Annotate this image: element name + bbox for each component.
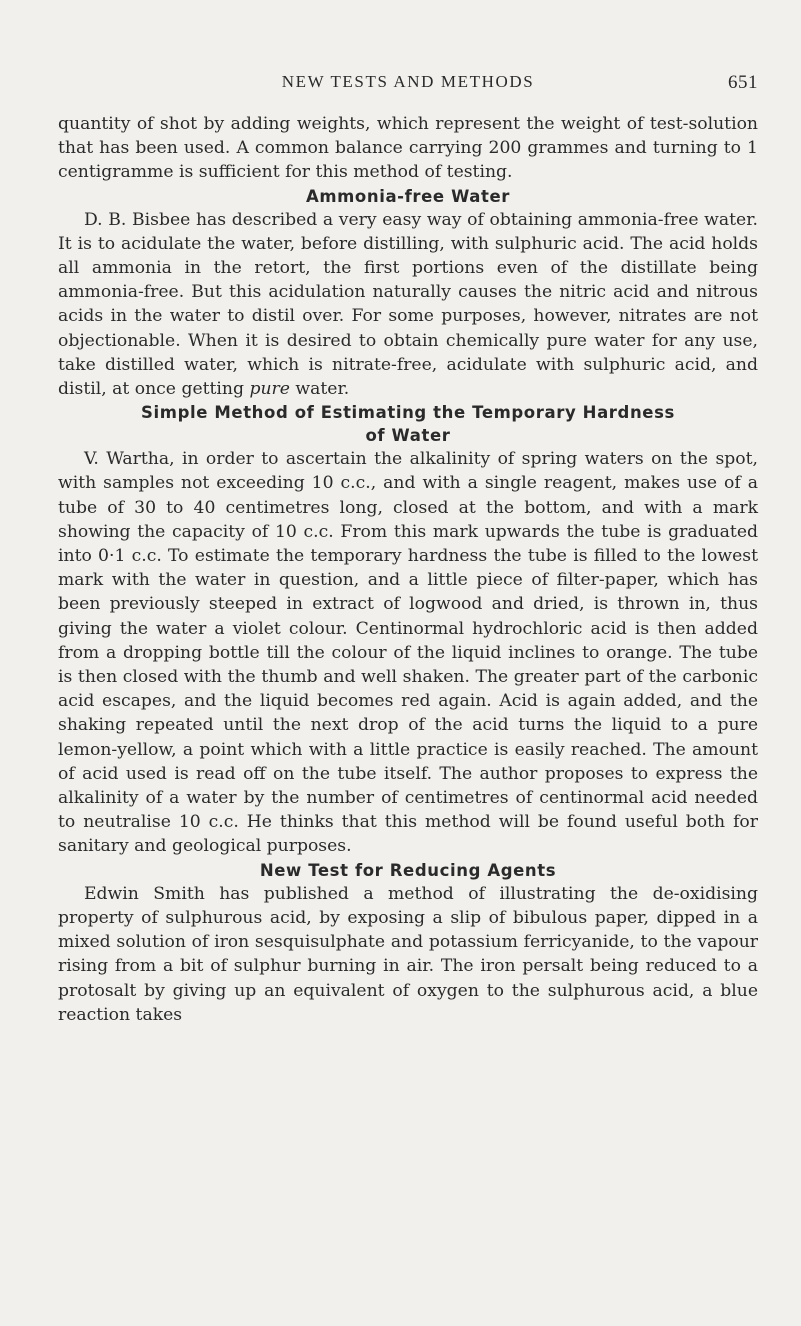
running-head: [58, 72, 758, 102]
page-number: 651: [728, 72, 758, 93]
heading-line-2: of Water: [365, 426, 451, 446]
book-page: [58, 72, 758, 1027]
heading-line-1: Simple Method of Estimating the Temporary Hardness: [141, 403, 675, 423]
section-paragraph-temporary-hardness: V. Wartha, in order to ascertain the alkalinity of spring waters on the spot, with samples not exceeding 10 c.c., and with a single reagent, makes use of a tube of 30 to 40 centimetres long, closed at the bottom, and with a mark showing the capacity of 10 c.c. From this mark upwards the tube is graduated into 0·1 c.c. To estimate the temporary hardness the tube is filled to the lowest mark with the water in question, and a little piece of filter-paper, which has been previously steeped in extract of logwood and dried, is thrown in, thus giving the water a violet colour. Centinormal hydrochloric acid is then added from a dropping bottle till the colour of the liquid inclines to orange. The tube is then closed with the thumb and well shaken. The greater part of the carbonic acid escapes, and the liquid becomes red again. Acid is again added, and the shaking repeated until the next drop of the acid turns the liquid to a pure lemon-yellow, a point which with a little practice is easily reached. The amount of acid used is read off on the tube itself. The author proposes to express the alkalinity of a water by the number of centimetres of centinormal acid needed to neutralise 10 c.c. He thinks that this method will be found useful both for sanitary and geological purposes.: [58, 449, 758, 857]
section-paragraph-ammonia-free-water: [58, 208, 758, 402]
running-title: NEW TESTS AND METHODS: [281, 72, 535, 91]
italic-word: pure: [249, 379, 290, 400]
section-paragraph-reducing-agents: Edwin Smith has published a method of illustrating the de-oxidising property of sulphurous acid, by exposing a slip of bibulous paper, dipped in a mixed solution of iron sesquisulphate and potassium ferricyanide, to the vapour rising from a bit of sulphur burning in air. The iron persalt being reduced to a protosalt by giving up an equivalent of oxygen to the sulphurous acid, a blue reaction takes: [58, 883, 758, 1025]
section-heading-temporary-hardness: [58, 401, 758, 447]
intro-paragraph: quantity of shot by adding weights, which represent the weight of test-solution that has been used. A common balance carrying 200 grammes and turning to 1 centigramme is sufficient for this method of testing.: [58, 114, 758, 183]
paragraph-text: D. B. Bisbee has described a very easy way of obtaining ammonia-free water. It is to acidulate the water, before distilling, with sulphuric acid. The acid holds all ammonia in the retort, the first portions even of the distillate being ammonia-free. But this acidulation naturally causes the nitric acid and nitrous acids in the water to distil over. For some purposes, however, nitrates are not objectionable. When it is desired to obtain chemically pure water for any use, take distilled water, which is nitrate-free, acidulate with sulphuric acid, and distil, at once getting: [58, 209, 758, 400]
section-heading-ammonia-free-water: Ammonia-free Water: [305, 186, 511, 206]
paragraph-text-end: water.: [289, 379, 350, 400]
section-heading-reducing-agents: New Test for Reducing Agents: [259, 860, 557, 880]
